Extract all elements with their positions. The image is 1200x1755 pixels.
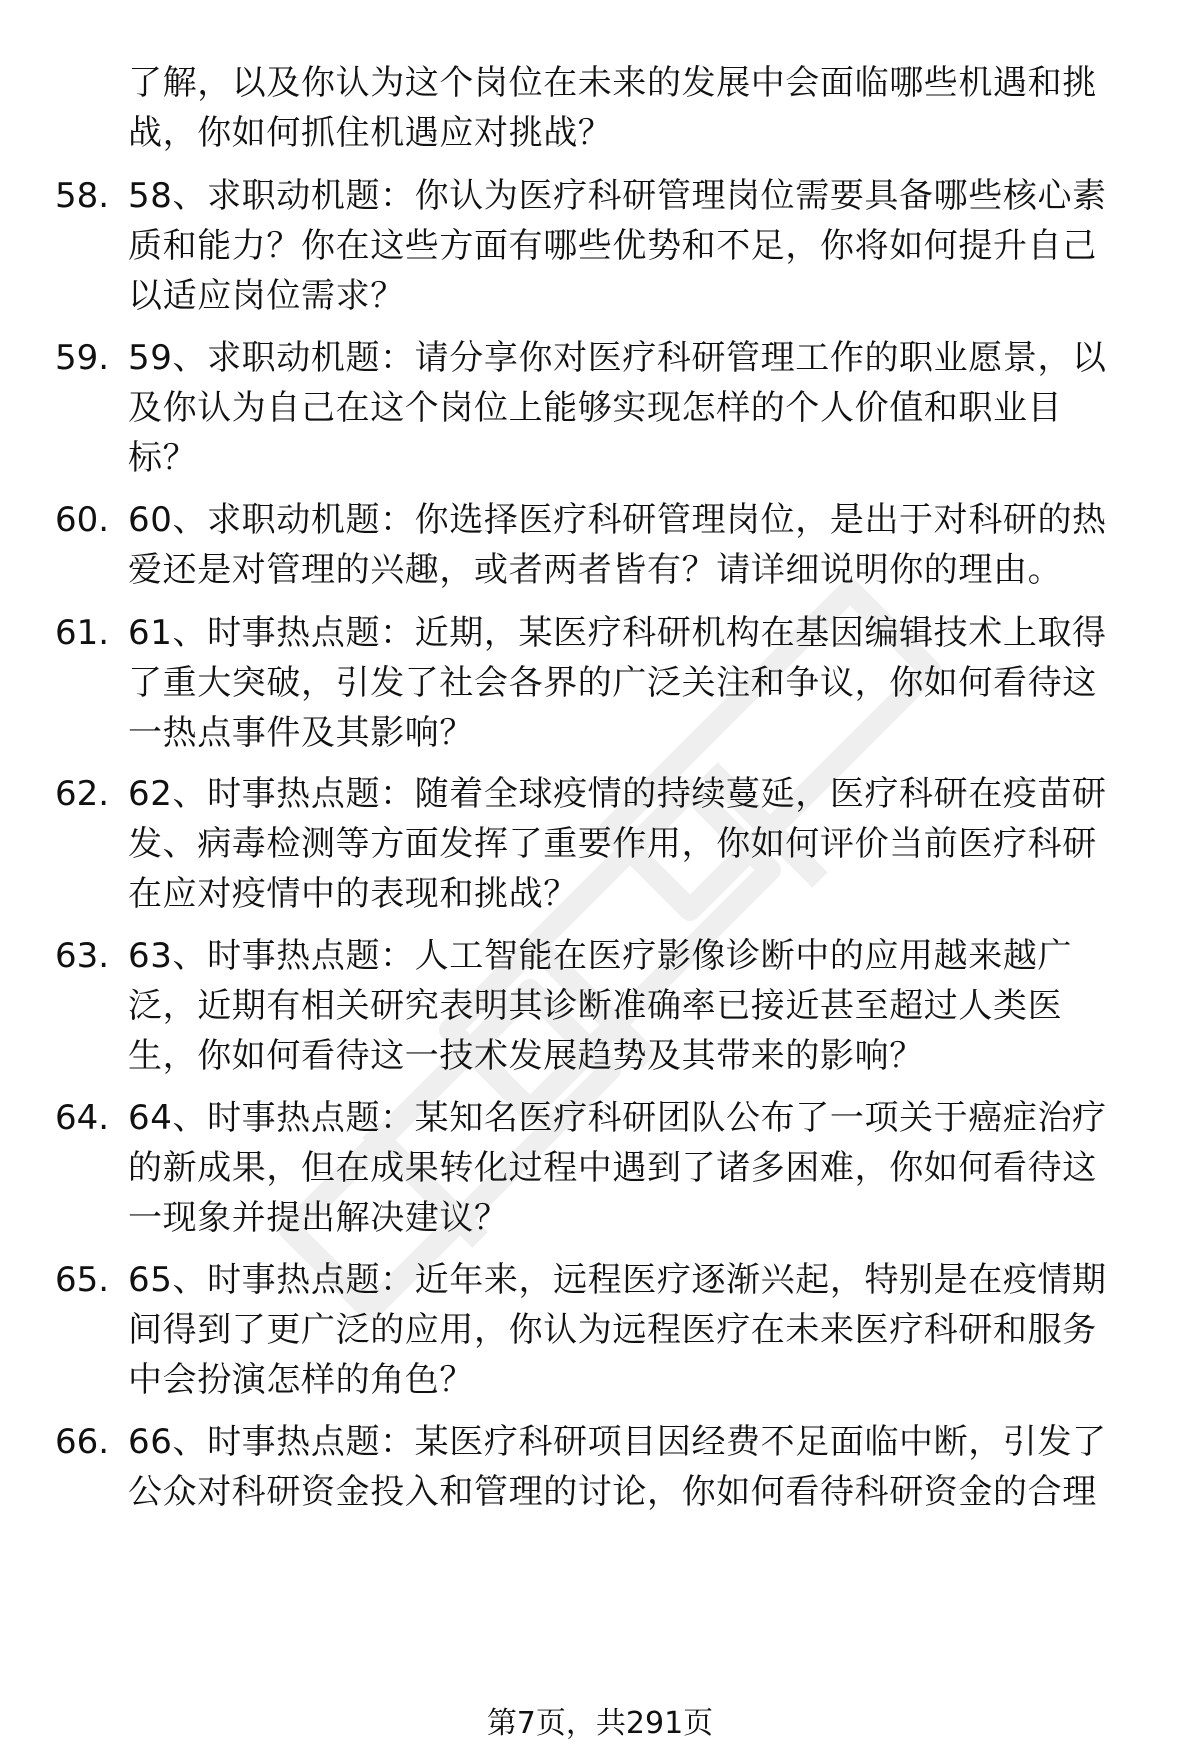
text-line: 在应对疫情中的表现和挑战？ bbox=[128, 874, 578, 914]
item-text bbox=[128, 1417, 1148, 1517]
item-text bbox=[128, 171, 1148, 321]
text-line: 爱还是对管理的兴趣，或者两者皆有？请详细说明你的理由。 bbox=[128, 550, 1063, 590]
text-line: 一热点事件及其影响？ bbox=[128, 713, 474, 753]
text-line: 62、时事热点题：随着全球疫情的持续蔓延，医疗科研在疫苗研 bbox=[128, 774, 1107, 814]
text-line: 生，你如何看待这一技术发展趋势及其带来的影响？ bbox=[128, 1036, 924, 1076]
item-text bbox=[128, 608, 1148, 758]
item-number: 61. bbox=[55, 613, 110, 653]
item-text bbox=[128, 333, 1148, 483]
text-line: 一现象并提出解决建议？ bbox=[128, 1198, 509, 1238]
text-line: 了重大突破，引发了社会各界的广泛关注和争议，你如何看待这 bbox=[128, 663, 1097, 703]
item-number: 64. bbox=[55, 1098, 110, 1138]
item-number: 65. bbox=[55, 1260, 110, 1300]
text-line: 63、时事热点题：人工智能在医疗影像诊断中的应用越来越广 bbox=[128, 936, 1073, 976]
item-text bbox=[128, 769, 1148, 919]
text-line: 的新成果，但在成果转化过程中遇到了诸多困难，你如何看待这 bbox=[128, 1148, 1097, 1188]
text-line: 58、求职动机题：你认为医疗科研管理岗位需要具备哪些核心素 bbox=[128, 176, 1107, 216]
text-line: 标？ bbox=[128, 438, 198, 478]
item-text bbox=[128, 58, 1148, 158]
text-line: 公众对科研资金投入和管理的讨论，你如何看待科研资金的合理 bbox=[128, 1472, 1097, 1512]
text-line: 66、时事热点题：某医疗科研项目因经费不足面临中断，引发了 bbox=[128, 1422, 1107, 1462]
text-line: 战，你如何抓住机遇应对挑战？ bbox=[128, 113, 613, 153]
text-line: 60、求职动机题：你选择医疗科研管理岗位，是出于对科研的热 bbox=[128, 500, 1107, 540]
text-line: 中会扮演怎样的角色？ bbox=[128, 1360, 474, 1400]
item-text bbox=[128, 1093, 1148, 1243]
page-number: 第7页，共291页 bbox=[486, 1706, 714, 1741]
item-number: 62. bbox=[55, 774, 110, 814]
text-line: 59、求职动机题：请分享你对医疗科研管理工作的职业愿景，以 bbox=[128, 338, 1107, 378]
text-line: 质和能力？你在这些方面有哪些优势和不足，你将如何提升自己 bbox=[128, 226, 1097, 266]
text-line: 61、时事热点题：近期，某医疗科研机构在基因编辑技术上取得 bbox=[128, 613, 1107, 653]
text-line: 65、时事热点题：近年来，远程医疗逐渐兴起，特别是在疫情期 bbox=[128, 1260, 1107, 1300]
item-text bbox=[128, 1255, 1148, 1405]
item-number: 63. bbox=[55, 936, 110, 976]
item-number: 59. bbox=[55, 338, 110, 378]
text-line: 及你认为自己在这个岗位上能够实现怎样的个人价值和职业目 bbox=[128, 388, 1063, 428]
text-line: 间得到了更广泛的应用，你认为远程医疗在未来医疗科研和服务 bbox=[128, 1310, 1097, 1350]
item-number: 58. bbox=[55, 176, 110, 216]
text-line: 以适应岗位需求？ bbox=[128, 276, 405, 316]
item-text bbox=[128, 931, 1148, 1081]
item-number: 66. bbox=[55, 1422, 110, 1462]
text-line: 了解，以及你认为这个岗位在未来的发展中会面临哪些机遇和挑 bbox=[128, 63, 1097, 103]
text-line: 发、病毒检测等方面发挥了重要作用，你如何评价当前医疗科研 bbox=[128, 824, 1097, 864]
text-line: 64、时事热点题：某知名医疗科研团队公布了一项关于癌症治疗 bbox=[128, 1098, 1107, 1138]
item-number: 60. bbox=[55, 500, 110, 540]
item-text bbox=[128, 495, 1148, 595]
text-line: 泛，近期有相关研究表明其诊断准确率已接近甚至超过人类医 bbox=[128, 986, 1063, 1026]
